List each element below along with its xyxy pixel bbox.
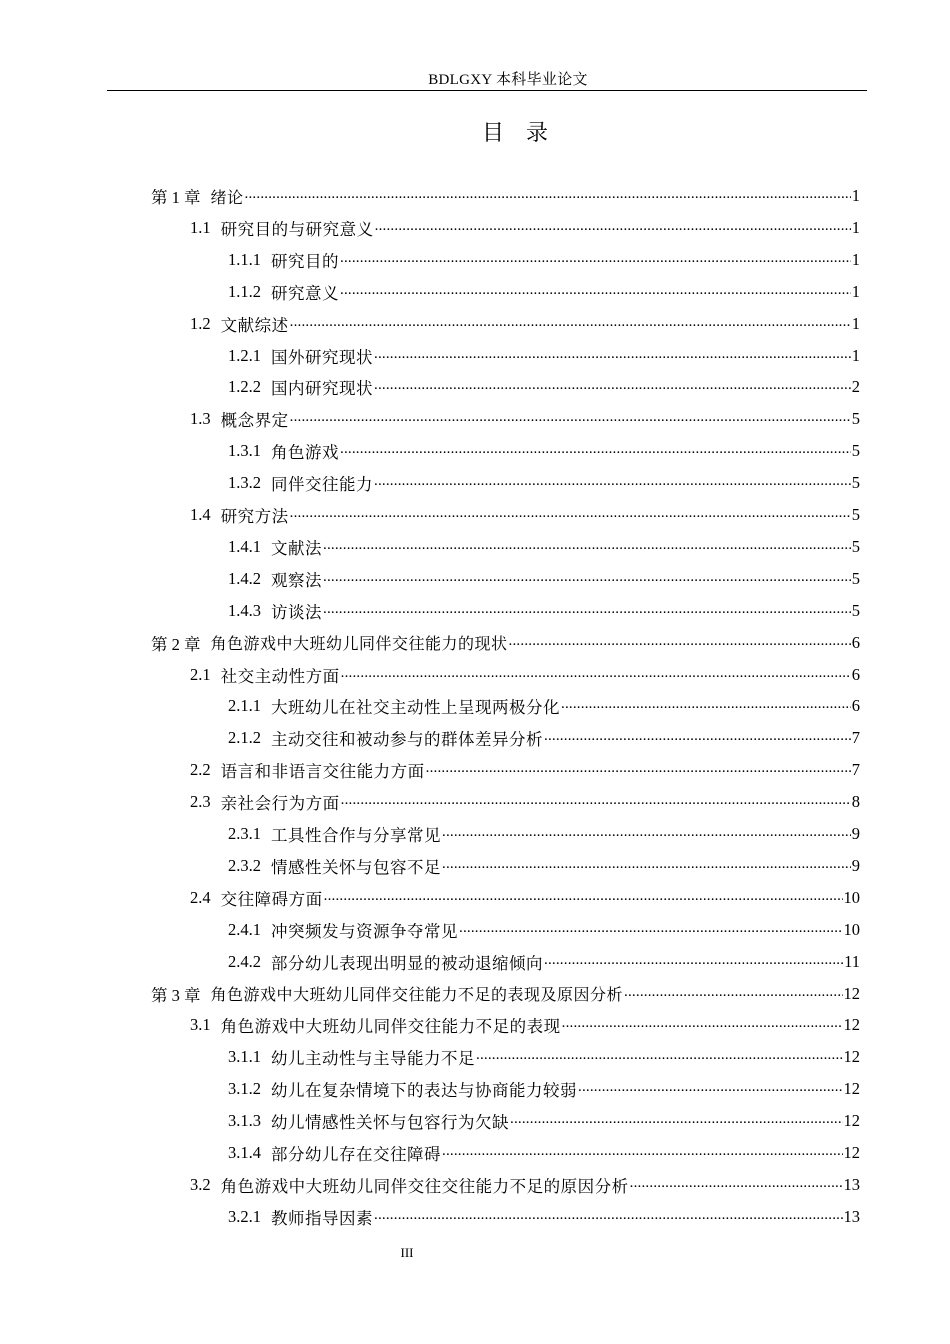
toc-entry-level-3[interactable]: [228, 818, 860, 850]
toc-entry-title: 文献法: [271, 538, 322, 558]
toc-dot-leader: [290, 505, 851, 525]
toc-entry-page: 13: [843, 1206, 860, 1226]
toc-entry-page: 2: [851, 377, 860, 397]
toc-entry-title: 角色游戏中大班幼儿同伴交往能力不足的表现及原因分析: [210, 985, 624, 1004]
toc-entry-page: 10: [843, 919, 860, 939]
toc-entry-page: 1: [851, 345, 860, 365]
toc-entry-page: 12: [843, 1143, 860, 1162]
toc-entry-level-3[interactable]: [228, 435, 860, 467]
toc-entry-title: 研究意义: [271, 283, 339, 303]
toc-entry-title: 教师指导因素: [271, 1208, 373, 1228]
toc-entry-page: 11: [844, 951, 860, 971]
toc-entry-page: 1: [851, 249, 860, 269]
toc-entry-level-2[interactable]: [190, 212, 860, 244]
toc-entry-page: 12: [843, 1015, 860, 1035]
toc-entry-page: 5: [851, 600, 860, 620]
toc-entry-number: 1.1.2: [228, 281, 261, 301]
toc-entry-number: 2.1.2: [228, 728, 261, 748]
toc-dot-leader: [476, 1047, 843, 1067]
toc-entry-number: 1.2.1: [228, 345, 261, 365]
toc-entry-level-2[interactable]: [190, 882, 860, 914]
toc-entry-number: 1.3.1: [228, 441, 261, 461]
toc-entry-number: 1.1.1: [228, 249, 261, 269]
toc-entry-title: 部分幼儿存在交往障碍: [271, 1145, 441, 1164]
toc-entry-level-3[interactable]: [228, 276, 860, 308]
toc-entry-level-2[interactable]: [190, 403, 860, 435]
toc-entry-level-3[interactable]: [228, 722, 860, 754]
toc-entry-title: 研究方法: [220, 507, 289, 526]
toc-entry-number: 2.1: [190, 664, 211, 684]
toc-title: 目录: [481, 121, 570, 146]
toc-entry-title: 交往障碍方面: [220, 889, 323, 909]
toc-entry-title: 观察法: [271, 570, 322, 590]
toc-dot-leader: [375, 218, 851, 238]
toc-entry-title: 国外研究现状: [271, 347, 373, 367]
toc-entry-title: 研究目的: [271, 251, 339, 271]
toc-dot-leader: [510, 1111, 843, 1131]
toc-entry-title: 文献综述: [220, 315, 289, 335]
toc-entry-level-3[interactable]: [228, 563, 860, 595]
toc-dot-leader: [340, 282, 851, 302]
toc-entry-number: 2.4: [190, 887, 211, 907]
toc-dot-leader: [374, 377, 851, 397]
toc-entry-title: 访谈法: [271, 602, 322, 622]
toc-entry-number: 2.2: [190, 760, 211, 780]
toc-entry-title: 角色游戏: [271, 443, 339, 463]
toc-entry-page: 1: [851, 313, 860, 333]
toc-entry-title: 同伴交往能力: [271, 475, 373, 495]
toc-entry-number: 3.2.1: [228, 1206, 261, 1226]
toc-entry-number: 2.4.1: [228, 919, 261, 939]
toc-dot-leader: [323, 537, 851, 557]
toc-entry-level-3[interactable]: [228, 371, 860, 403]
toc-entry-number: 第 3 章: [151, 985, 201, 1005]
toc-entry-number: 3.2: [190, 1174, 211, 1194]
toc-dot-leader: [341, 792, 851, 812]
toc-entry-page: 5: [851, 536, 860, 556]
toc-entry-number: 1.4.3: [228, 600, 261, 620]
toc-entry-level-3[interactable]: [228, 914, 860, 946]
toc-entry-level-3[interactable]: [228, 467, 860, 499]
toc-entry-title: 主动交往和被动参与的群体差异分析: [271, 730, 543, 750]
toc-dot-leader: [323, 569, 851, 589]
toc-entry-level-2[interactable]: [190, 499, 860, 531]
toc-dot-leader: [245, 186, 851, 206]
toc-entry-number: 1.4.1: [228, 536, 261, 556]
toc-entry-title: 情感性关怀与包容不足: [271, 857, 441, 877]
toc-entry-title: 角色游戏中大班幼儿同伴交往交往能力不足的原因分析: [220, 1176, 629, 1196]
toc-entry-page: 7: [851, 760, 860, 780]
running-header: BDLGXY 本科毕业论文: [428, 72, 588, 88]
toc-dot-leader: [341, 665, 851, 685]
toc-dot-leader: [561, 696, 851, 716]
toc-entry-title: 工具性合作与分享常见: [271, 826, 441, 845]
toc-entry-page: 5: [851, 441, 860, 461]
toc-dot-leader: [509, 633, 851, 653]
page-number: III: [400, 1245, 414, 1260]
toc-entry-title: 大班幼儿在社交主动性上呈现两极分化: [271, 698, 560, 718]
toc-dot-leader: [544, 952, 843, 972]
toc-entry-title: 研究目的与研究意义: [220, 219, 374, 239]
toc-entry-level-3[interactable]: [228, 1137, 860, 1169]
toc-entry-page: 9: [851, 824, 860, 843]
toc-entry-level-3[interactable]: [228, 340, 860, 372]
toc-entry-page: 6: [851, 664, 860, 684]
toc-entry-title: 幼儿主动性与主导能力不足: [271, 1049, 475, 1069]
toc-entry-page: 8: [851, 792, 860, 812]
toc-entry-page: 5: [851, 409, 860, 429]
toc-entry-page: 12: [843, 1079, 860, 1099]
toc-dot-leader: [459, 920, 843, 940]
toc-dot-leader: [630, 1175, 843, 1195]
toc-dot-leader: [624, 984, 842, 1004]
toc-entry-level-3[interactable]: [228, 1073, 860, 1105]
toc-entry-title: 国内研究现状: [271, 379, 373, 399]
toc-entry-level-3[interactable]: [228, 244, 860, 276]
toc-entry-number: 2.3: [190, 792, 211, 812]
toc-entry-level-3[interactable]: [228, 946, 860, 978]
toc-entry-level-3[interactable]: [228, 1041, 860, 1073]
toc-entry-number: 1.4: [190, 505, 211, 524]
toc-entry-page: 1: [851, 281, 860, 301]
toc-entry-number: 1.1: [190, 217, 211, 237]
toc-entry-number: 第 2 章: [151, 634, 201, 654]
toc-entry-title: 幼儿在复杂情境下的表达与协商能力较弱: [271, 1081, 577, 1101]
toc-entry-page: 5: [851, 505, 860, 524]
toc-dot-leader: [340, 441, 851, 461]
toc-entry-level-1[interactable]: [151, 627, 860, 659]
toc-dot-leader: [544, 728, 851, 748]
toc-entry-page: 12: [843, 1111, 860, 1131]
toc-entry-title: 社交主动性方面: [220, 666, 340, 686]
toc-entry-title: 亲社会行为方面: [220, 794, 340, 814]
toc-entry-title: 绪论: [210, 187, 244, 207]
toc-entry-page: 1: [851, 186, 860, 205]
toc-entry-level-3[interactable]: [228, 690, 860, 722]
toc-entry-level-2[interactable]: [190, 308, 860, 340]
toc-entry-number: 1.2.2: [228, 377, 261, 397]
toc-entry-number: 2.4.2: [228, 951, 261, 971]
toc-entry-number: 3.1.1: [228, 1047, 261, 1067]
toc-entry-page: 12: [843, 1047, 860, 1067]
toc-dot-leader: [442, 824, 851, 844]
toc-entry-level-3[interactable]: [228, 531, 860, 563]
toc-dot-leader: [374, 346, 851, 366]
toc-dot-leader: [374, 1207, 843, 1227]
toc-entry-number: 1.3: [190, 409, 211, 429]
toc-entry-number: 第 1 章: [151, 188, 201, 207]
toc-entry-page: 9: [851, 855, 860, 875]
toc-entry-level-2[interactable]: [190, 754, 860, 786]
toc-dot-leader: [442, 1143, 843, 1163]
toc-entry-number: 3.1: [190, 1015, 211, 1035]
toc-entry-number: 2.3.2: [228, 855, 261, 875]
toc-entry-page: 13: [843, 1174, 860, 1194]
toc-entry-level-3[interactable]: [228, 850, 860, 882]
toc-entry-title: 角色游戏中大班幼儿同伴交往能力不足的表现: [220, 1017, 561, 1037]
toc-entry-title: 语言和非语言交往能力方面: [220, 762, 425, 782]
toc-entry-page: 5: [851, 473, 860, 493]
toc-entry-title: 冲突频发与资源争夺常见: [271, 921, 458, 941]
toc-dot-leader: [374, 473, 851, 493]
toc-dot-leader: [323, 601, 851, 621]
toc-entry-number: 1.3.2: [228, 473, 261, 493]
toc-entry-page: 10: [843, 887, 860, 907]
toc-entry-level-2[interactable]: [190, 1169, 860, 1201]
toc-entry-level-2[interactable]: [190, 659, 860, 691]
toc-entry-title: 幼儿情感性关怀与包容行为欠缺: [271, 1113, 509, 1133]
toc-entry-number: 2.3.1: [228, 824, 261, 843]
toc-entry-number: 3.1.2: [228, 1079, 261, 1099]
toc-entry-page: 5: [851, 568, 860, 588]
toc-dot-leader: [442, 856, 851, 876]
toc-entry-page: 1: [851, 217, 860, 237]
toc-entry-level-1[interactable]: [151, 978, 860, 1010]
toc-entry-level-2[interactable]: [190, 1009, 860, 1041]
toc-dot-leader: [324, 888, 843, 908]
toc-entry-level-3[interactable]: [228, 1201, 860, 1233]
toc-entry-level-2[interactable]: [190, 786, 860, 818]
toc-entry-number: 2.1.1: [228, 696, 261, 716]
toc-entry-page: 7: [851, 728, 860, 748]
toc-entry-page: 6: [851, 632, 860, 652]
toc-entry-number: 3.1.3: [228, 1111, 261, 1131]
toc-entry-level-3[interactable]: [228, 595, 860, 627]
toc-entry-title: 角色游戏中大班幼儿同伴交往能力的现状: [210, 634, 508, 654]
toc-entry-level-3[interactable]: [228, 1105, 860, 1137]
toc-entry-number: 1.4.2: [228, 568, 261, 588]
header-rule: [107, 90, 867, 91]
toc-entry-level-1[interactable]: [151, 180, 860, 212]
toc-entry-page: 6: [851, 696, 860, 716]
toc-dot-leader: [290, 314, 851, 334]
toc-entry-number: 3.1.4: [228, 1143, 261, 1162]
toc-entry-title: 部分幼儿表现出明显的被动退缩倾向: [271, 953, 543, 973]
toc-dot-leader: [562, 1015, 843, 1035]
toc-dot-leader: [290, 409, 851, 429]
toc-entry-page: 12: [843, 983, 860, 1003]
toc-dot-leader: [578, 1079, 843, 1099]
toc-dot-leader: [340, 250, 851, 270]
toc-entry-title: 概念界定: [220, 411, 289, 431]
toc-dot-leader: [426, 760, 851, 780]
toc-entry-number: 1.2: [190, 313, 211, 333]
